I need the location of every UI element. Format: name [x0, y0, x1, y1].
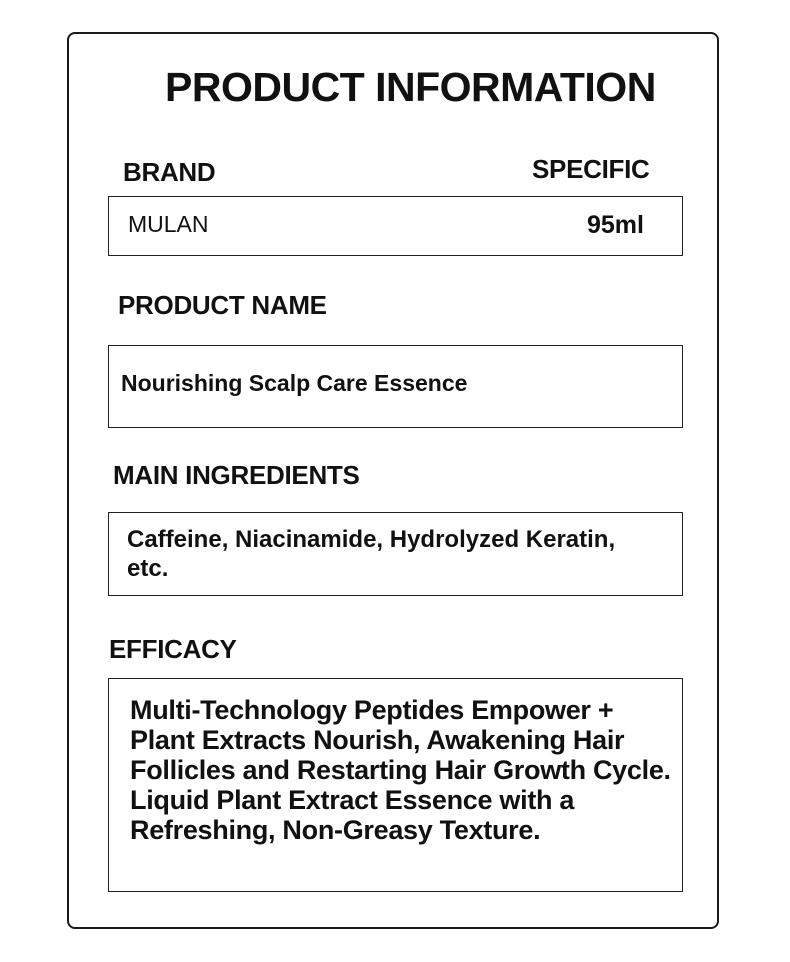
product-name-value: Nourishing Scalp Care Essence: [121, 370, 468, 396]
brand-specific-box: [108, 196, 683, 256]
efficacy-label: EFFICACY: [109, 634, 237, 664]
brand-value: MULAN: [128, 211, 209, 237]
main-ingredients-value: Caffeine, Niacinamide, Hydrolyzed Keratin, etc.: [127, 526, 616, 582]
main-ingredients-label: MAIN INGREDIENTS: [113, 460, 360, 490]
specific-value: 95ml: [587, 211, 644, 239]
brand-label: BRAND: [123, 157, 216, 187]
main-ingredients-box: [108, 512, 683, 596]
efficacy-box: [108, 678, 683, 892]
product-name-label: PRODUCT NAME: [118, 290, 327, 320]
efficacy-value: Multi-Technology Peptides Empower + Plant Extracts Nourish, Awakening Hair Follicles and Restarting Hair Growth Cycle. Liquid Plant Extract Essence with a Refreshing, Non-Greasy Texture.: [130, 695, 671, 845]
page-title: PRODUCT INFORMATION: [165, 64, 656, 110]
product-name-box: [108, 345, 683, 428]
specific-label: SPECIFIC: [532, 154, 650, 184]
